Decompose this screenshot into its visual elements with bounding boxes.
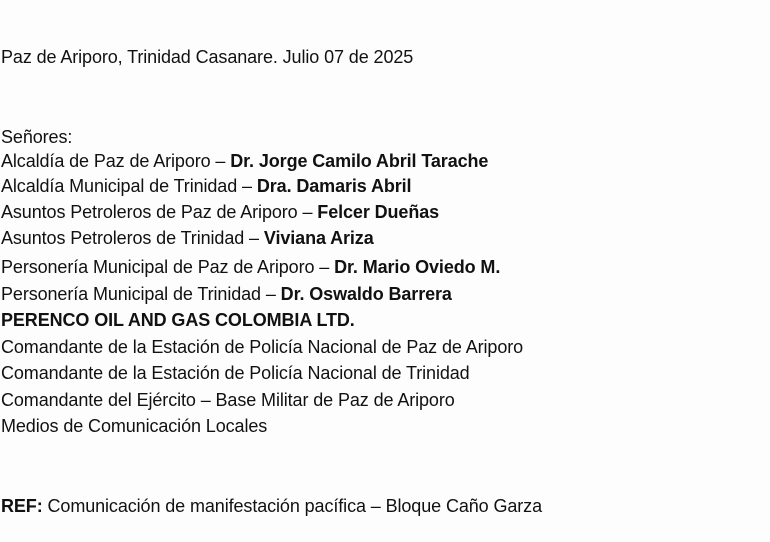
reference-line [1,495,542,517]
recipient-entity: Asuntos Petroleros de Trinidad – [1,228,264,248]
salutation: Señores: [1,127,73,147]
recipient-company: PERENCO OIL AND GAS COLOMBIA LTD. [1,310,355,330]
recipient-person: Dr. Mario Oviedo M. [334,257,501,277]
recipient-line [1,362,470,384]
recipient-line [1,150,488,172]
recipient-entity: Asuntos Petroleros de Paz de Ariporo – [1,202,318,222]
recipient-line [1,256,500,278]
recipient-line [1,175,411,197]
reference-text: Comunicación de manifestación pacífica – Bloque Caño Garza [42,496,542,516]
recipient-entity: Comandante del Ejército – Base Militar de Paz de Ariporo [1,390,455,410]
recipient-entity: Comandante de la Estación de Policía Nacional de Paz de Ariporo [1,337,524,357]
recipient-line [1,309,355,331]
recipient-line [1,389,455,411]
recipient-line [1,283,452,305]
recipient-entity: Medios de Comunicación Locales [1,416,268,436]
recipient-entity: Alcaldía Municipal de Trinidad – [1,176,257,196]
reference-label: REF: [1,496,43,516]
date-line: Paz de Ariporo, Trinidad Casanare. Julio 07 de 2025 [1,47,414,67]
recipient-person: Dr. Oswaldo Barrera [280,284,452,304]
recipient-person: Viviana Ariza [263,228,374,248]
recipient-line [1,201,439,223]
recipient-entity: Comandante de la Estación de Policía Nacional de Trinidad [1,363,470,383]
recipient-person: Felcer Dueñas [317,202,440,222]
recipient-person: Dra. Damaris Abril [256,176,412,196]
recipient-entity: Personería Municipal de Paz de Ariporo – [1,257,335,277]
recipient-person: Dr. Jorge Camilo Abril Tarache [230,151,489,171]
recipient-line [1,336,523,358]
recipient-line [1,227,374,249]
recipient-entity: Personería Municipal de Trinidad – [1,284,281,304]
recipient-entity: Alcaldía de Paz de Ariporo – [1,151,231,171]
recipient-line [1,415,267,437]
